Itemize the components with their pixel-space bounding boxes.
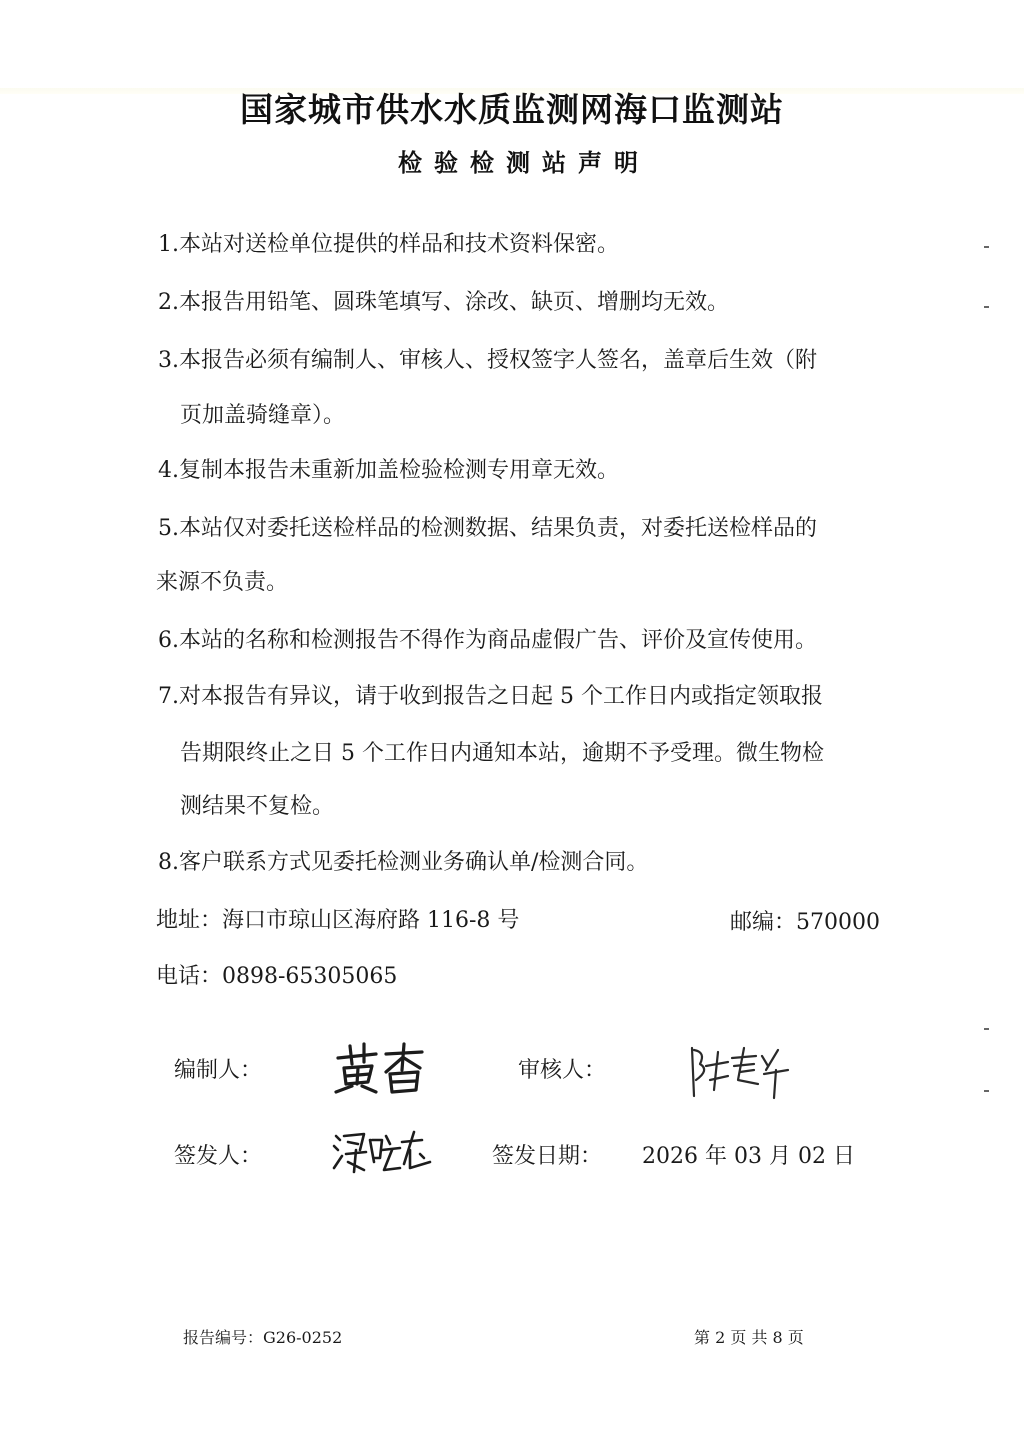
statement-7-continuation-1: 告期限终止之日 5 个工作日内通知本站，逾期不予受理。微生物检 <box>180 741 824 766</box>
statement-number: 5. <box>158 516 179 541</box>
scan-speck <box>984 246 989 248</box>
statement-number: 3. <box>158 348 179 373</box>
issue-date-label: 签发日期： <box>492 1144 603 1169</box>
reviewer-signature <box>684 1040 794 1106</box>
document-subtitle: 检验检测站声明 <box>398 148 650 177</box>
phone: 电话：0898-65305065 <box>156 964 398 989</box>
statement-text: 本报告必须有编制人、审核人、授权签字人签名，盖章后生效（附 <box>179 348 818 373</box>
compiler-signature <box>330 1040 430 1100</box>
address: 地址：海口市琼山区海府路 116-8 号 <box>156 908 520 933</box>
issuer-signature <box>330 1128 434 1182</box>
document-title: 国家城市供水水质监测网海口监测站 <box>240 90 784 129</box>
statement-text: 本站的名称和检测报告不得作为商品虚假广告、评价及宣传使用。 <box>179 628 818 653</box>
postcode: 邮编：570000 <box>730 910 880 935</box>
scan-speck <box>984 1090 989 1092</box>
statement-text: 客户联系方式见委托检测业务确认单/检测合同。 <box>179 850 649 875</box>
statement-3-continuation: 页加盖骑缝章）。 <box>180 403 346 428</box>
statement-7 <box>158 686 823 708</box>
issuer-label: 签发人： <box>174 1144 263 1169</box>
statement-number: 6. <box>158 628 179 653</box>
statement-3 <box>158 350 817 372</box>
statement-5-continuation: 来源不负责。 <box>156 570 289 595</box>
statement-text: 对本报告有异议，请于收到报告之日起 5 个工作日内或指定领取报 <box>179 684 823 709</box>
statement-number: 2. <box>158 290 179 315</box>
statement-number: 4. <box>158 458 179 483</box>
reviewer-label: 审核人： <box>518 1058 607 1083</box>
report-number: 报告编号：G26-0252 <box>183 1328 343 1347</box>
page-indicator: 第 2 页 共 8 页 <box>694 1328 804 1347</box>
statement-number: 1. <box>158 232 179 257</box>
statement-7-continuation-2: 测结果不复检。 <box>180 794 335 819</box>
statement-number: 7. <box>158 684 179 709</box>
issue-date: 2026 年 03 月 02 日 <box>642 1144 855 1169</box>
scan-speck <box>984 1028 989 1030</box>
statement-number: 8. <box>158 850 179 875</box>
statement-text: 本站对送检单位提供的样品和技术资料保密。 <box>179 232 620 257</box>
statement-8 <box>158 852 648 874</box>
compiler-label: 编制人： <box>174 1058 263 1083</box>
statement-1 <box>158 234 619 256</box>
statement-text: 本报告用铅笔、圆珠笔填写、涂改、缺页、增删均无效。 <box>179 290 730 315</box>
statement-4 <box>158 460 619 482</box>
statement-6 <box>158 630 817 652</box>
statement-5 <box>158 518 817 540</box>
statement-text: 本站仅对委托送检样品的检测数据、结果负责，对委托送检样品的 <box>179 516 818 541</box>
scan-speck <box>984 306 989 308</box>
statement-2 <box>158 292 729 314</box>
statement-text: 复制本报告未重新加盖检验检测专用章无效。 <box>179 458 620 483</box>
